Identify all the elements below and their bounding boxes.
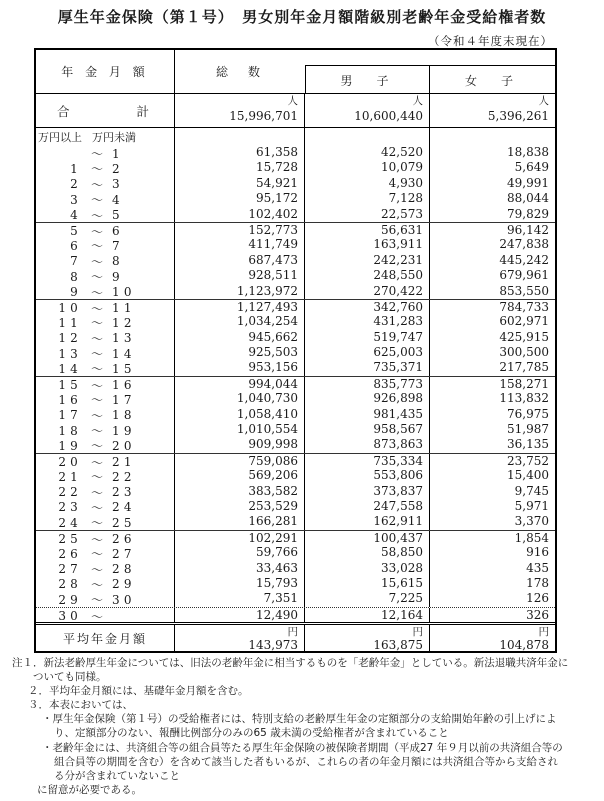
footnote-line: ・老齢年金には、共済組合等の組合員等たる厚生年金保険の被保険者期間（平成27 年９月以前の共済組合等の [42, 741, 563, 754]
tilde-symbol: ～ [90, 347, 103, 362]
cell-total: 1,040,730 [175, 391, 305, 406]
cell-female: 88,044 [507, 191, 549, 206]
table-row [36, 422, 555, 437]
cell-male: 15,615 [305, 576, 430, 591]
table-row [36, 330, 555, 345]
tilde-symbol: ～ [90, 378, 103, 393]
range-to: 14 [112, 346, 136, 361]
cell-female: 9,745 [514, 483, 549, 498]
cell-male: 162,911 [305, 514, 430, 529]
header-monthly-amount: 年 金 月 額 [36, 50, 175, 93]
tilde-symbol: ～ [90, 362, 103, 377]
average-row [36, 622, 555, 651]
cell-female: 425,915 [499, 329, 549, 344]
tilde-symbol: ～ [90, 147, 103, 161]
cell-female: 247,838 [499, 237, 549, 252]
range-from: 25 [58, 532, 82, 547]
range-from: 5 [70, 224, 82, 239]
range-label [36, 253, 175, 268]
range-from: 16 [58, 392, 82, 407]
cell-total: 1,034,254 [175, 314, 305, 329]
range-to: 30 [112, 592, 136, 607]
cell-female: 326 [526, 607, 549, 622]
range-from: 26 [58, 546, 82, 561]
cell-male: 4,930 [305, 176, 430, 191]
table-header-row [36, 50, 555, 94]
range-from: 17 [58, 408, 82, 423]
range-label [36, 561, 175, 576]
range-label [36, 300, 175, 314]
range-from: 10 [58, 301, 82, 316]
table-body [36, 145, 555, 622]
grand-total-total: 15,996,701 [229, 109, 298, 123]
cell-male: 431,283 [305, 314, 430, 329]
cell-male: 625,003 [305, 345, 430, 360]
range-unit-upper: 万円未満 [92, 130, 136, 144]
range-label [36, 608, 175, 622]
range-from: 14 [58, 361, 82, 376]
average-total: 143,973 [248, 638, 298, 653]
range-to: 28 [112, 562, 136, 577]
cell-male: 12,164 [305, 608, 430, 622]
range-label [36, 377, 175, 391]
cell-male: 58,850 [305, 545, 430, 560]
tilde-symbol: ～ [90, 224, 103, 239]
range-from: 1 [70, 161, 82, 176]
grand-total-row [36, 94, 555, 128]
average-total-cell [175, 625, 305, 651]
table-row [36, 407, 555, 422]
range-to: 18 [112, 408, 136, 423]
tilde-symbol: ～ [90, 208, 103, 223]
table-row [36, 299, 555, 314]
average-male: 163,875 [373, 638, 423, 653]
cell-total: 7,351 [175, 591, 305, 606]
cell-total: 411,749 [175, 237, 305, 252]
grand-total-total-cell [175, 94, 305, 127]
tilde-symbol: ～ [90, 439, 103, 454]
range-from: 24 [58, 515, 82, 530]
table-row [36, 207, 555, 222]
range-from: 13 [58, 346, 82, 361]
table-row [36, 376, 555, 391]
table-row [36, 591, 555, 606]
table-row [36, 345, 555, 360]
unit-yen: 円 [287, 626, 298, 639]
cell-total: 15,728 [175, 160, 305, 175]
range-to: 24 [112, 500, 136, 515]
cell-total: 59,766 [175, 545, 305, 560]
range-unit-lower: 万円以上 [38, 130, 82, 144]
range-from: 12 [58, 331, 82, 346]
range-to: 3 [112, 177, 124, 192]
unit-person: 人 [538, 95, 549, 107]
cell-male: 247,558 [305, 499, 430, 514]
cell-female: 217,785 [499, 360, 549, 375]
range-to: 22 [112, 469, 136, 484]
cell-total: 33,463 [175, 561, 305, 576]
cell-female: 79,829 [507, 206, 549, 221]
range-label [36, 237, 175, 252]
cell-male: 873,863 [305, 437, 430, 452]
cell-total: 54,921 [175, 176, 305, 191]
range-from: 19 [58, 438, 82, 453]
cell-female: 300,500 [499, 345, 549, 360]
cell-female: 51,987 [507, 422, 549, 437]
table-row [36, 145, 555, 160]
range-from: 7 [70, 254, 82, 269]
table-row [36, 391, 555, 406]
range-to: 7 [112, 238, 124, 253]
range-label [36, 454, 175, 468]
cell-female: 435 [526, 560, 549, 575]
range-label [36, 176, 175, 191]
cell-female: 916 [526, 545, 549, 560]
cell-male: 926,898 [305, 391, 430, 406]
cell-total: 61,358 [175, 145, 305, 160]
tilde-symbol: ～ [90, 316, 103, 331]
unit-yen: 円 [412, 626, 423, 639]
range-to: 10 [112, 285, 136, 300]
footnote-line: 組合員等の期間を含む）を含めて該当した者もいるが、これらの者の年金月額には共済組合等から支給され [54, 755, 558, 768]
range-label [36, 591, 175, 606]
header-female: 女 子 [464, 73, 519, 88]
range-label [36, 330, 175, 345]
range-to: 12 [112, 315, 136, 330]
grand-total-label: 合 計 [36, 94, 175, 127]
cell-female: 445,242 [499, 252, 549, 267]
tilde-symbol: ～ [90, 424, 103, 439]
cell-female: 49,991 [507, 175, 549, 190]
unit-person: 人 [287, 95, 298, 107]
cell-male: 7,225 [305, 591, 430, 606]
tilde-symbol: ～ [90, 532, 103, 547]
range-from: 22 [58, 485, 82, 500]
cell-female: 36,135 [507, 437, 549, 452]
range-to: 8 [112, 254, 124, 269]
footnote-line: る分が含まれていないこと [54, 769, 180, 782]
cell-male: 958,567 [305, 422, 430, 437]
average-label: 平均年金月額 [36, 625, 175, 651]
cell-male: 163,911 [305, 237, 430, 252]
range-to: 19 [112, 423, 136, 438]
cell-female: 158,271 [499, 376, 549, 391]
range-from: 21 [58, 469, 82, 484]
table-row [36, 160, 555, 175]
cell-male: 735,334 [305, 454, 430, 468]
table-row [36, 468, 555, 483]
range-to: 29 [112, 577, 136, 592]
range-label [36, 545, 175, 560]
range-to: 15 [112, 361, 136, 376]
range-label [36, 484, 175, 499]
range-to: 16 [112, 378, 136, 393]
range-from: 29 [58, 592, 82, 607]
table-row [36, 253, 555, 268]
range-label [36, 284, 175, 299]
cell-female: 5,971 [514, 498, 549, 513]
tilde-symbol: ～ [90, 562, 103, 577]
tilde-symbol: ～ [90, 470, 103, 485]
range-label [36, 268, 175, 283]
cell-total: 1,127,493 [175, 300, 305, 314]
range-label [36, 391, 175, 406]
range-from: 23 [58, 500, 82, 515]
cell-total: 253,529 [175, 499, 305, 514]
cell-total: 759,086 [175, 454, 305, 468]
range-from: 20 [58, 455, 82, 470]
range-to: 4 [112, 192, 124, 207]
cell-female: 15,400 [507, 468, 549, 483]
cell-female: 126 [526, 591, 549, 606]
range-to: 5 [112, 208, 124, 223]
cell-male: 519,747 [305, 330, 430, 345]
cell-total: 925,503 [175, 345, 305, 360]
tilde-symbol: ～ [90, 485, 103, 500]
table-row [36, 545, 555, 560]
grand-total-female-cell [430, 94, 555, 127]
tilde-symbol: ～ [90, 270, 103, 285]
cell-total: 95,172 [175, 191, 305, 206]
unit-yen: 円 [538, 626, 549, 639]
cell-female: 853,550 [499, 283, 549, 298]
range-to: 25 [112, 515, 136, 530]
cell-female: 3,370 [514, 514, 549, 529]
cell-female: 23,752 [507, 453, 549, 468]
footnote-line: に留意が必要である。 [37, 783, 142, 796]
tilde-symbol: ～ [90, 301, 103, 316]
table-row [36, 576, 555, 591]
cell-total: 383,582 [175, 484, 305, 499]
range-to: 21 [112, 455, 136, 470]
cell-total: 909,998 [175, 437, 305, 452]
cell-total: 152,773 [175, 223, 305, 237]
average-female-cell [430, 625, 555, 651]
range-label [36, 223, 175, 237]
gender-subheader-box [305, 65, 555, 94]
tilde-symbol: ～ [90, 609, 103, 624]
table-row [36, 268, 555, 283]
table-row [36, 530, 555, 545]
range-from: 2 [70, 177, 82, 192]
table-row [36, 484, 555, 499]
range-from: 15 [58, 378, 82, 393]
cell-male: 22,573 [305, 207, 430, 222]
tilde-symbol: ～ [90, 254, 103, 269]
range-label [36, 345, 175, 360]
cell-male: 373,837 [305, 484, 430, 499]
tilde-symbol: ～ [90, 331, 103, 346]
range-label [36, 191, 175, 206]
range-to: 17 [112, 392, 136, 407]
footnote-line: ３．本表においては、 [28, 699, 133, 712]
range-from: 30 [58, 609, 82, 624]
range-from: 8 [70, 269, 82, 284]
range-from: 9 [70, 285, 82, 300]
range-from: 11 [58, 315, 82, 330]
range-to: 9 [112, 269, 124, 284]
table-row [36, 314, 555, 329]
tilde-symbol: ～ [90, 393, 103, 408]
range-label [36, 207, 175, 222]
cell-total: 12,490 [175, 608, 305, 622]
range-label [36, 314, 175, 329]
range-to: 13 [112, 331, 136, 346]
cell-total: 928,511 [175, 268, 305, 283]
table-row [36, 222, 555, 237]
table-row [36, 437, 555, 452]
footnote-line: ２．平均年金月額には、基礎年金月額を含む。 [28, 685, 249, 698]
range-to: 6 [112, 224, 124, 239]
range-label [36, 360, 175, 375]
cell-male: 270,422 [305, 284, 430, 299]
average-female: 104,878 [499, 638, 549, 653]
table-row [36, 360, 555, 375]
cell-total: 994,044 [175, 377, 305, 391]
range-from: 3 [70, 192, 82, 207]
cell-female: 18,838 [507, 145, 549, 159]
range-to: 2 [112, 161, 124, 176]
unit-person: 人 [412, 95, 423, 107]
cell-male: 248,550 [305, 268, 430, 283]
tilde-symbol: ～ [90, 285, 103, 300]
range-from: 4 [70, 208, 82, 223]
cell-total: 1,010,554 [175, 422, 305, 437]
table-row [36, 514, 555, 529]
cell-total: 1,123,972 [175, 284, 305, 299]
header-male: 男 子 [306, 66, 430, 94]
footnote-line: 注１．新法老齢厚生年金については、旧法の老齢年金に相当するものを「老齢年金」としている。新法退職共済年金に [12, 657, 569, 669]
range-label [36, 437, 175, 452]
range-from: 27 [58, 562, 82, 577]
cell-total: 15,793 [175, 576, 305, 591]
table-row [36, 607, 555, 622]
tilde-symbol: ～ [90, 547, 103, 562]
range-label [36, 407, 175, 422]
range-unit-header-row [36, 128, 555, 145]
range-unit-labels [36, 128, 175, 145]
cell-total: 953,156 [175, 360, 305, 375]
range-label [36, 514, 175, 529]
cell-total: 687,473 [175, 253, 305, 268]
cell-male: 981,435 [305, 407, 430, 422]
cell-total: 569,206 [175, 468, 305, 483]
footnote-line: ついても同様。 [33, 671, 107, 684]
cell-male: 342,760 [305, 300, 430, 314]
range-to: 26 [112, 532, 136, 547]
range-to: 1 [112, 146, 124, 161]
cell-total: 102,402 [175, 207, 305, 222]
range-label [36, 145, 175, 160]
grand-total-male-cell [305, 94, 430, 127]
cell-female: 113,832 [499, 391, 549, 406]
footnotes [12, 656, 600, 797]
tilde-symbol: ～ [90, 500, 103, 515]
date-note: （令和４年度末現在） [428, 34, 553, 48]
table-row [36, 499, 555, 514]
cell-male: 7,128 [305, 191, 430, 206]
cell-female: 5,649 [514, 160, 549, 175]
page-title: 厚生年金保険（第１号） 男女別年金月額階級別老齢年金受給権者数 [57, 8, 547, 26]
cell-total: 945,662 [175, 330, 305, 345]
range-label [36, 499, 175, 514]
cell-female: 96,142 [507, 222, 549, 237]
range-label [36, 468, 175, 483]
tilde-symbol: ～ [90, 177, 103, 192]
cell-female: 76,975 [507, 406, 549, 421]
range-to: 23 [112, 485, 136, 500]
tilde-symbol: ～ [90, 408, 103, 423]
footnote-line: ・厚生年金保険（第１号）の受給権者には、特別支給の老齢厚生年金の定額部分の支給開始年齢の引上げによ [42, 713, 557, 726]
table-row [36, 561, 555, 576]
cell-male: 100,437 [305, 531, 430, 545]
table-row [36, 191, 555, 206]
cell-male: 56,631 [305, 223, 430, 237]
cell-female: 178 [526, 575, 549, 590]
range-label [36, 576, 175, 591]
range-label [36, 531, 175, 545]
range-to: 27 [112, 546, 136, 561]
cell-total: 166,281 [175, 514, 305, 529]
tilde-symbol: ～ [90, 239, 103, 254]
cell-male: 835,773 [305, 377, 430, 391]
tilde-symbol: ～ [90, 162, 103, 177]
grand-total-male: 10,600,440 [354, 109, 423, 123]
cell-male: 10,079 [305, 160, 430, 175]
cell-male: 33,028 [305, 561, 430, 576]
cell-male: 735,371 [305, 360, 430, 375]
range-from: 6 [70, 238, 82, 253]
grand-total-female: 5,396,261 [487, 109, 549, 123]
cell-male: 242,231 [305, 253, 430, 268]
header-total: 総 数 [215, 65, 264, 79]
range-label [36, 160, 175, 175]
cell-male: 42,520 [305, 145, 430, 160]
table-row [36, 176, 555, 191]
range-from: 18 [58, 423, 82, 438]
cell-male: 553,806 [305, 468, 430, 483]
range-to: 11 [112, 301, 136, 316]
tilde-symbol: ～ [90, 516, 103, 531]
table-row [36, 237, 555, 252]
range-label [36, 422, 175, 437]
cell-female: 679,961 [499, 268, 549, 283]
cell-total: 1,058,410 [175, 407, 305, 422]
range-to: 20 [112, 438, 136, 453]
pension-table [34, 48, 557, 653]
table-row [36, 453, 555, 468]
footnote-line: り、定額部分のない、報酬比例部分のみの65 歳未満の受給権者が含まれていること [54, 727, 449, 740]
cell-female: 602,971 [499, 314, 549, 329]
cell-female: 1,854 [514, 530, 549, 545]
tilde-symbol: ～ [90, 593, 103, 608]
range-from: 28 [58, 577, 82, 592]
average-male-cell [305, 625, 430, 651]
table-row [36, 284, 555, 299]
cell-total: 102,291 [175, 531, 305, 545]
cell-female: 784,733 [499, 299, 549, 314]
tilde-symbol: ～ [90, 455, 103, 470]
tilde-symbol: ～ [90, 193, 103, 208]
tilde-symbol: ～ [90, 577, 103, 592]
